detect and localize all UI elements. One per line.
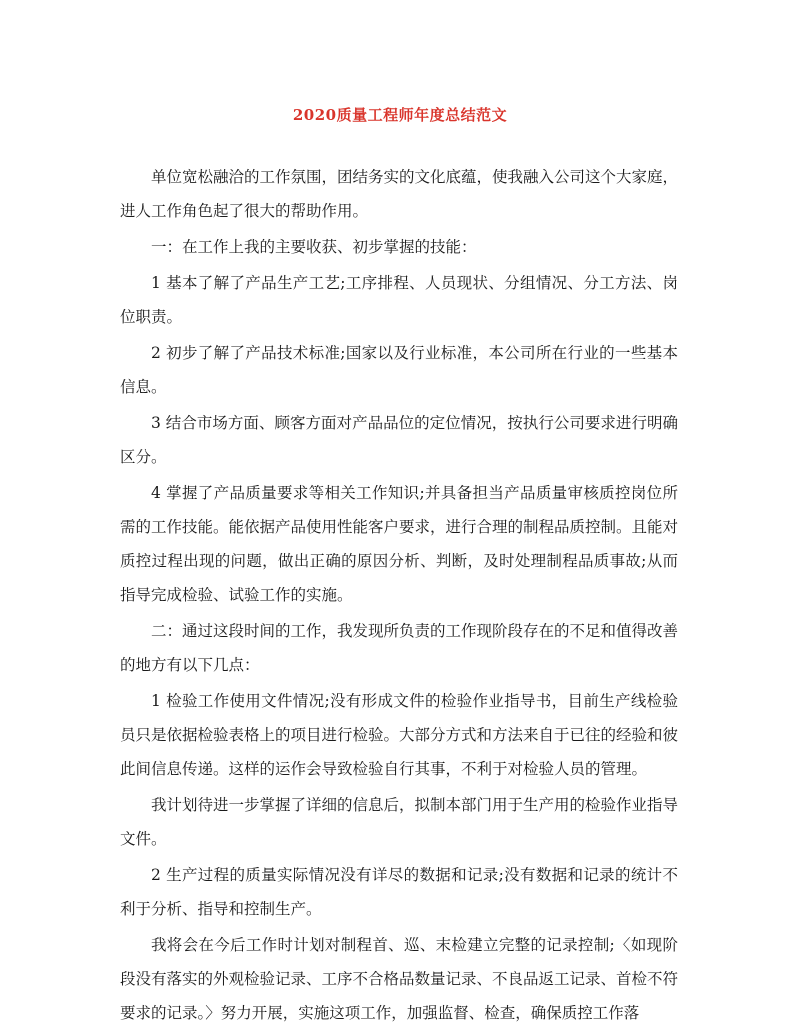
- paragraph-plan-1: 我计划待进一步掌握了详细的信息后，拟制本部门用于生产用的检验作业指导文件。: [120, 796, 679, 848]
- paragraph-item-1: 1 基本了解了产品生产工艺;工序排程、人员现状、分组情况、分工方法、岗位职责。: [120, 274, 678, 326]
- paragraph-item-3: 3 结合市场方面、顾客方面对产品品位的定位情况，按执行公司要求进行明确区分。: [120, 414, 678, 466]
- paragraph-section-two-heading: 二：通过这段时间的工作，我发现所负责的工作现阶段存在的不足和值得改善的地方有以下几点：: [120, 622, 679, 674]
- paragraph-plan-2: 我将会在今后工作时计划对制程首、巡、末检建立完整的记录控制;〈如现阶段没有落实的外观检验记录、工序不合格品数量记录、不良品返工记录、首检不符要求的记录。〉努力开展，实施这项工作，加强监督、检查，确保质控工作落: [120, 936, 679, 1022]
- paragraph-section-one-heading: 一：在工作上我的主要收获、初步掌握的技能：: [151, 238, 477, 256]
- paragraph-intro: 单位宽松融洽的工作氛围，团结务实的文化底蕴，使我融入公司这个大家庭，进人工作角色起了很大的帮助作用。: [120, 168, 679, 220]
- paragraph-issue-2: 2 生产过程的质量实际情况没有详尽的数据和记录;没有数据和记录的统计不利于分析、指导和控制生产。: [120, 866, 678, 918]
- document-body: [120, 160, 678, 1032]
- paragraph-item-2: 2 初步了解了产品技术标准;国家以及行业标准，本公司所在行业的一些基本信息。: [120, 344, 678, 396]
- document-title: 2020质量工程师年度总结范文: [292, 106, 508, 124]
- paragraph-item-4: 4 掌握了产品质量要求等相关工作知识;并具备担当产品质量审核质控岗位所需的工作技能。能依据产品使用性能客户要求，进行合理的制程品质控制。且能对质控过程出现的问题，做出正确的原因分析、判断，及时处理制程品质事故;从而指导完成检验、试验工作的实施。: [120, 484, 679, 604]
- paragraph-issue-1: 1 检验工作使用文件情况;没有形成文件的检验作业指导书，目前生产线检验员只是依据检验表格上的项目进行检验。大部分方式和方法来自于已往的经验和彼此间信息传递。这样的运作会导致检验自行其事，不利于对检验人员的管理。: [120, 692, 679, 778]
